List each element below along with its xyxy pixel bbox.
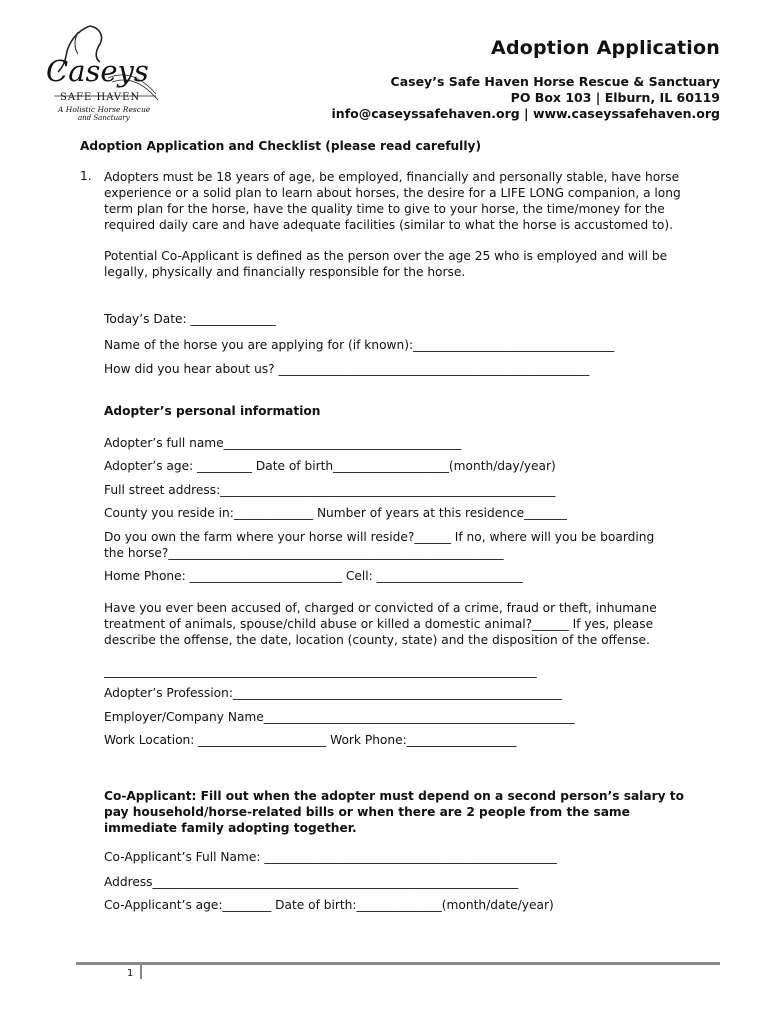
logo-brand: Caseys [46,54,149,88]
organization-contact: info@caseyssafehaven.org | www.caseyssafehaven.org [331,106,720,121]
coapplicant-address-field[interactable]: Address____________________________________________________________ [104,875,519,889]
logo-tagline-1: A Holistic Horse Rescue [58,105,151,114]
street-address-field[interactable]: Full street address:_______________________________________________________ [104,483,556,497]
footer-tick [140,965,142,979]
crime-question-line: describe the offense, the date, location (county, state) and the disposition of the offense. [104,633,650,647]
crime-question[interactable] [104,600,657,648]
organization-logo [38,20,168,130]
crime-question-line: treatment of animals, spouse/child abuse or killed a domestic animal?______ If yes, please [104,617,654,631]
horse-name-field[interactable]: Name of the horse you are applying for (if known):_________________________________ [104,338,615,352]
organization-name: Casey’s Safe Haven Horse Rescue & Sanctuary [390,74,720,89]
crime-question-line: Have you ever been accused of, charged or convicted of a crime, fraud or theft, inhumane [104,601,657,615]
age-dob-field[interactable]: Adopter’s age: _________ Date of birth___________________(month/day/year) [104,459,556,473]
requirements-line: term plan for the horse, have the quality time to give to your horse, the time/money for the [104,202,665,216]
item-number: 1. [80,169,92,183]
coapplicant-heading-line: immediate family adopting together. [104,821,357,835]
personal-info-heading: Adopter’s personal information [104,404,321,418]
hear-about-us-field[interactable]: How did you hear about us? ___________________________________________________ [104,362,590,376]
employer-field[interactable]: Employer/Company Name___________________________________________________ [104,710,575,724]
profession-field[interactable]: Adopter’s Profession:______________________________________________________ [104,686,562,700]
work-location-phone-field[interactable]: Work Location: _____________________ Work Phone:__________________ [104,733,517,747]
footer-divider [76,962,720,965]
phone-fields[interactable]: Home Phone: _________________________ Cell: ________________________ [104,569,523,583]
page-title: Adoption Application [491,37,720,59]
full-name-field[interactable]: Adopter’s full name_______________________________________ [104,436,462,450]
requirements-line: required daily care and have adequate facilities (similar to what the horse is accustomed to). [104,218,673,232]
farm-question-line: Do you own the farm where your horse will reside?______ If no, where will you be boarding [104,530,655,544]
organization-address: PO Box 103 | Elburn, IL 60119 [510,90,720,105]
requirements-line: experience or a solid plan to learn about horses, the desire for a LIFE LONG companion, a long [104,186,681,200]
page-number: 1 [127,968,134,979]
definition-line: Potential Co-Applicant is defined as the person over the age 25 who is employed and will be [104,249,668,263]
organization-info [332,74,720,122]
offense-description-field[interactable]: _______________________________________________________________________ [104,664,537,678]
farm-question-line: the horse?_______________________________________________________ [104,546,504,560]
coapplicant-heading-line: pay household/horse-related bills or when there are 2 people from the same [104,805,630,819]
coapplicant-age-dob-field[interactable]: Co-Applicant’s age:________ Date of birth:______________(month/date/year) [104,898,554,912]
logo-tagline-2: and Sanctuary [78,114,130,122]
logo-sub: SAFE HAVEN [60,92,141,103]
requirements-paragraph [104,169,681,233]
coapplicant-name-field[interactable]: Co-Applicant’s Full Name: ________________________________________________ [104,850,557,864]
coapplicant-definition [104,248,667,280]
county-years-field[interactable]: County you reside in:_____________ Number of years at this residence_______ [104,506,567,520]
farm-question[interactable] [104,529,654,561]
section-title: Adoption Application and Checklist (please read carefully) [80,139,482,153]
todays-date-field[interactable]: Today’s Date: ______________ [104,312,276,326]
coapplicant-heading [104,788,684,836]
definition-line: legally, physically and financially responsible for the horse. [104,265,466,279]
coapplicant-heading-line: Co-Applicant: Fill out when the adopter must depend on a second person’s salary to [104,789,684,803]
requirements-line: Adopters must be 18 years of age, be employed, financially and personally stable, have horse [104,170,680,184]
